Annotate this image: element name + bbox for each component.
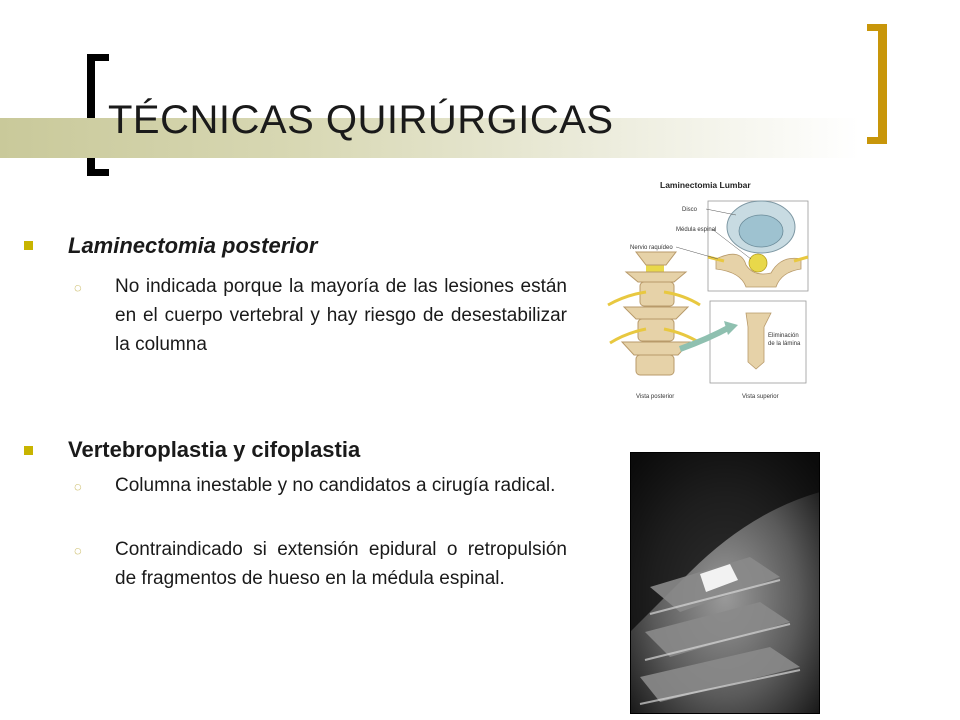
figure-title: Laminectomia Lumbar xyxy=(660,180,751,190)
section-bullet xyxy=(24,241,33,250)
section-item: Columna inestable y no candidatos a cirugía radical. xyxy=(115,475,556,496)
section-heading-vertebroplastia: Vertebroplastia y cifoplastia xyxy=(68,437,361,462)
xray-image xyxy=(630,452,820,714)
sub-bullet-icon: ◌ xyxy=(74,543,82,558)
section-heading-laminectomia: Laminectomia posterior xyxy=(68,233,318,258)
spinal-cord-drawing xyxy=(749,254,767,272)
label-superior: Vista superior xyxy=(742,394,779,400)
label-removal: Eliminación de la lámina xyxy=(768,333,801,347)
section-bullet xyxy=(24,446,33,455)
label-nerve: Nervio raquídeo xyxy=(630,245,673,251)
sub-bullet-icon: ◌ xyxy=(74,479,82,494)
section-item: Contraindicado si extensión epidural o retropulsión de fragmentos de hueso en la médula espinal. xyxy=(115,539,567,589)
label-posterior: Vista posterior xyxy=(636,394,675,400)
slide-title: TÉCNICAS QUIRÚRGICAS xyxy=(108,98,614,142)
label-cord: Médula espinal xyxy=(676,227,717,233)
sub-bullet-icon: ◌ xyxy=(74,280,82,295)
section-item: No indicada porque la mayoría de las lesiones están en el cuerpo vertebral y hay riesgo de desestabilizar la columna xyxy=(115,276,567,355)
label-disc: Disco xyxy=(682,207,698,213)
spine-posterior-drawing xyxy=(608,252,700,375)
laminectomy-illustration xyxy=(596,177,820,405)
